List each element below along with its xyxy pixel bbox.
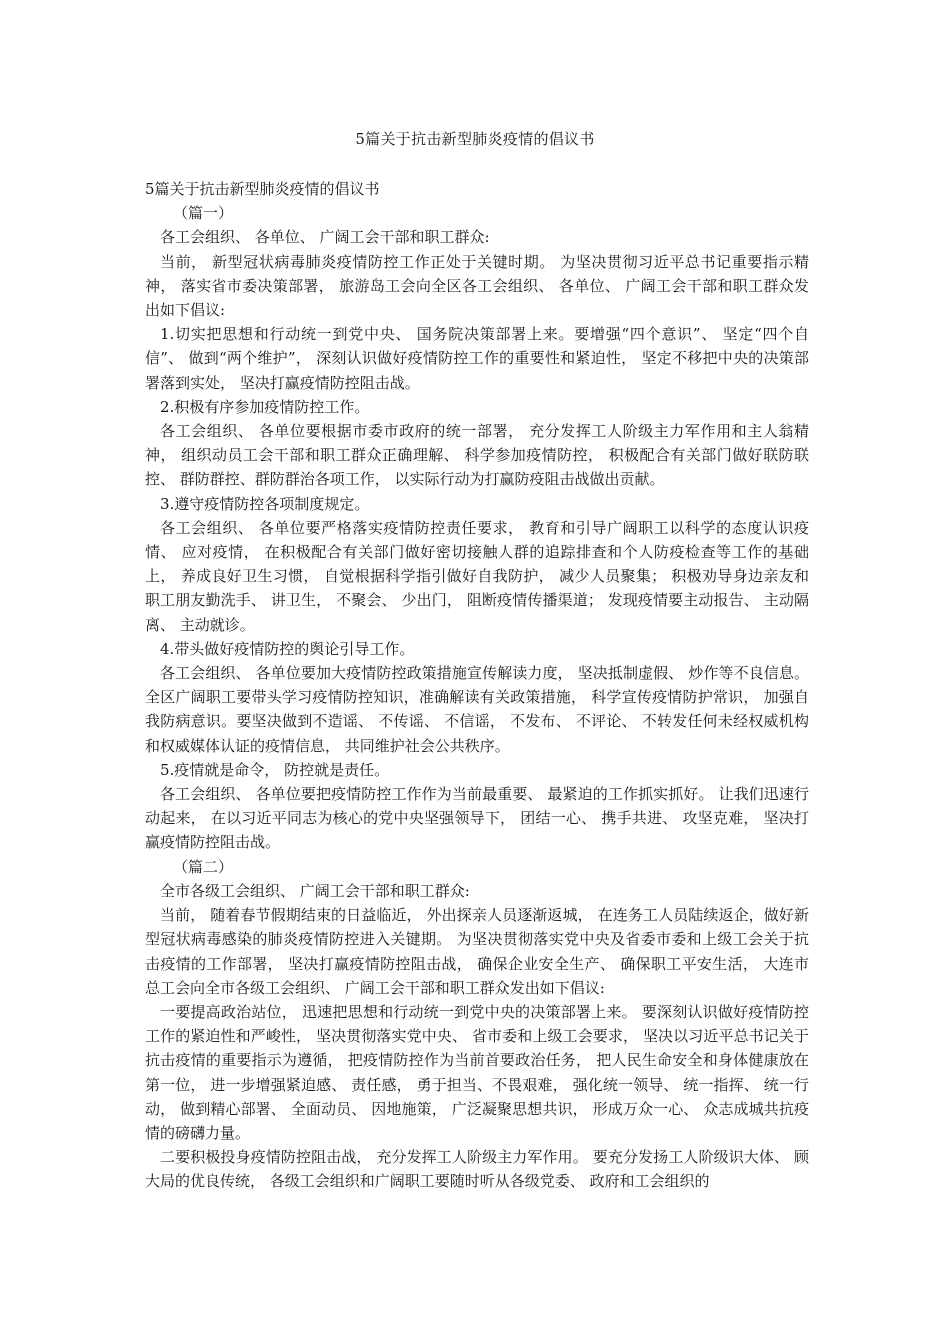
paragraph: 3.遵守疫情防控各项制度规定。 bbox=[160, 494, 370, 513]
paragraph: 二要积极投身疫情防控阻击战， 充分发挥工人阶级主力军作用。 要充分发扬工人阶级识大体、 顾大局的优良传统， 各级工会组织和广阔职工要随时听从各级党委、 政府和工会组织的 bbox=[145, 1148, 809, 1191]
paragraph: 各工会组织、 各单位要加大疫情防控政策措施宣传解读力度， 坚决抵制虚假、 炒作等不良信息。 全区广阔职工要带头学习疫情防控知识，准确解读有关政策措施， 科学宣传疫情防护常识， 加强自我防病意识。要坚决做到不造谣、 不传谣、 不信谣， 不发布、 不评论、 不转发任何未经权威机构和权威媒体认证的疫情信息， 共同维护社会公共秩序。 bbox=[145, 664, 809, 755]
paragraph: 各工会组织、 各单位要根据市委市政府的统一部署， 充分发挥工人阶级主力军作用和主人翁精神， 组织动员工会干部和职工群众正确理解、 科学参加疫情防控， 积极配合有关部门做好联防联控、 群防群控、群防群治各项工作， 以实际行动为打赢防疫阻击战做出贡献。 bbox=[145, 422, 809, 489]
paragraph: 各工会组织、 各单位要严格落实疫情防控责任要求， 教育和引导广阔职工以科学的态度认识疫情、 应对疫情， 在积极配合有关部门做好密切接触人群的追踪排查和个人防疫检查等工作的基础上， 养成良好卫生习惯， 自觉根据科学指引做好自我防护， 减少人员聚集； 积极劝导身边亲友和职工朋友勤洗手、 讲卫生， 不聚会、 少出门， 阻断疫情传播渠道； 发现疫情要主动报告、 主动隔离、 主动就诊。 bbox=[145, 518, 809, 634]
document-title: 5篇关于抗击新型肺炎疫情的倡议书 bbox=[355, 130, 595, 148]
paragraph: 1.切实把思想和行动统一到党中央、 国务院决策部署上来。要增强“四个意识”、 坚定“四个自信”、 做到“两个维护”， 深刻认识做好疫情防控工作的重要性和紧迫性， 坚定不移把中央的决策部署落到实处， 坚决打赢疫情防控阻击战。 bbox=[145, 325, 809, 392]
paragraph: 一要提高政治站位， 迅速把思想和行动统一到党中央的决策部署上来。 要深刻认识做好疫情防控工作的紧迫性和严峻性， 坚决贯彻落实党中央、 省市委和上级工会要求， 坚决以习近平总书记关于抗击疫情的重要指示为遵循， 把疫情防控作为当前首要政治任务， 把人民生命安全和身体健康放在第一位， 进一步增强紧迫感、 责任感， 勇于担当、不畏艰难， 强化统一领导、 统一指挥、 统一行动， 做到精心部署、 全面动员、 因地施策， 广泛凝聚思想共识， 形成万众一心、 众志成城共抗疫情的磅礴力量。 bbox=[145, 1002, 809, 1142]
paragraph: 各工会组织、 各单位要把疫情防控工作作为当前最重要、 最紧迫的工作抓实抓好。 让我们迅速行动起来， 在以习近平同志为核心的党中央坚强领导下， 团结一心、 携手共进、 攻坚克难， 坚决打赢疫情防控阻击战。 bbox=[145, 785, 809, 852]
paragraph: 5篇关于抗击新型肺炎疫情的倡议书 bbox=[145, 180, 380, 198]
paragraph: 2.积极有序参加疫情防控工作。 bbox=[160, 397, 370, 416]
document-body bbox=[145, 177, 809, 1194]
paragraph: 4.带头做好疫情防控的舆论引导工作。 bbox=[160, 639, 415, 658]
paragraph: 全市各级工会组织、 广阔工会干部和职工群众: bbox=[160, 881, 470, 900]
paragraph: 5.疫情就是命令， 防控就是责任。 bbox=[160, 760, 390, 779]
paragraph: （篇一） bbox=[173, 204, 234, 223]
paragraph: （篇二） bbox=[173, 857, 234, 876]
paragraph: 当前， 随着春节假期结束的日益临近， 外出探亲人员逐渐返城， 在连务工人员陆续返企，做好新型冠状病毒感染的肺炎疫情防控进入关键期。 为坚决贯彻落实党中央及省委市委和上级工会关于抗击疫情的工作部署， 坚决打赢疫情防控阻击战， 确保企业安全生产、 确保职工平安生活， 大连市总工会向全市各级工会组织、 广阔工会干部和职工群众发出如下倡议: bbox=[145, 906, 809, 997]
paragraph: 当前， 新型冠状病毒肺炎疫情防控工作正处于关键时期。 为坚决贯彻习近平总书记重要指示精神， 落实省市委决策部署， 旅游岛工会向全区各工会组织、 各单位、 广阔工会干部和职工群众发出如下倡议: bbox=[145, 252, 809, 320]
paragraph: 各工会组织、 各单位、 广阔工会干部和职工群众: bbox=[160, 228, 490, 247]
